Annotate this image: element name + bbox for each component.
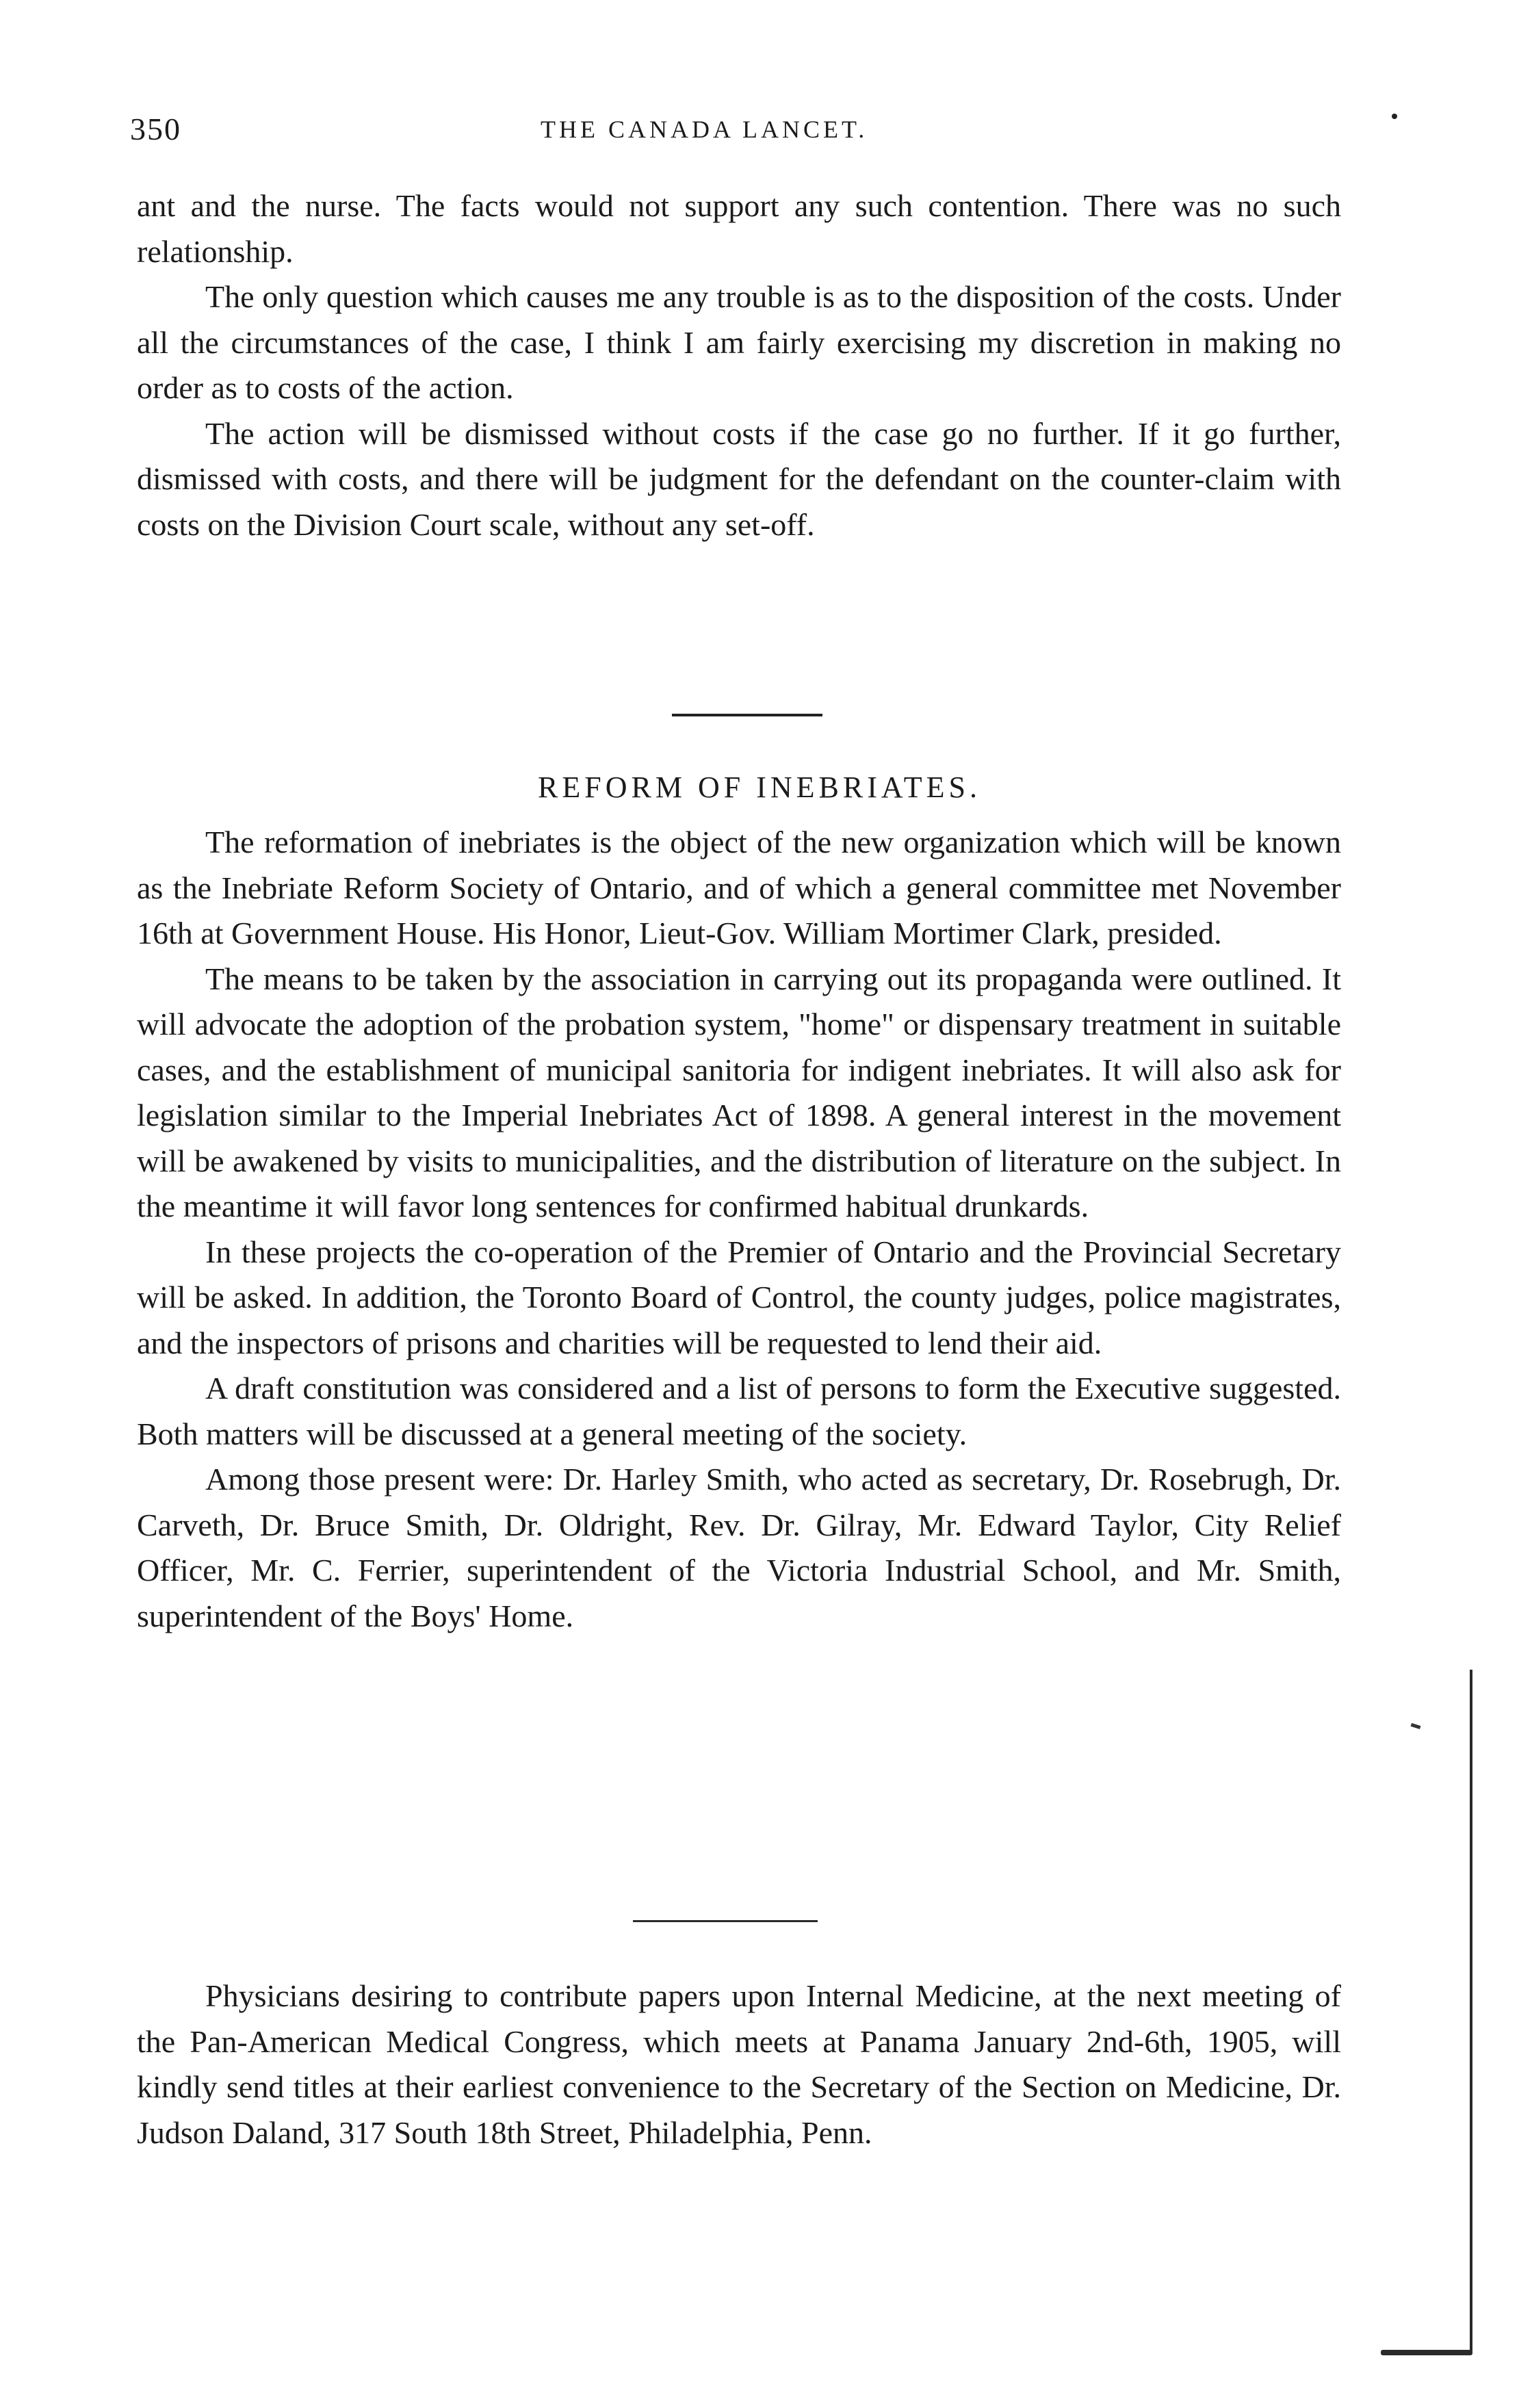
notice-paragraph: Physicians desiring to contribute papers upon Internal Medicine, at the next meeting of the Pan-American Medical Congress, which meets at Panama January 2nd-6th, 1905, will kindly send titles at their earliest convenience to the Secretary of the Section on Medicine, Dr. Judson Daland, 317 South 18th Street, Philadelphia, Penn. bbox=[137, 1978, 1341, 2150]
article-paragraph: Among those present were: Dr. Harley Smith, who acted as secretary, Dr. Rosebrugh, Dr. Carveth, Dr. Bruce Smith, Dr. Oldright, Rev. Dr. Gilray, Mr. Edward Taylor, City Relief Officer, Mr. C. Ferrier, superintendent of the Victoria Industrial School, and Mr. Smith, superintendent of the Boys' Home. bbox=[137, 1462, 1341, 1633]
print-speck bbox=[1392, 114, 1397, 119]
section-heading: REFORM OF INEBRIATES. bbox=[538, 771, 981, 804]
notice-divider bbox=[633, 1920, 818, 1922]
article-paragraph: The reformation of inebriates is the object of the new organization which will be known as the Inebriate Reform Society of Ontario, and of which a general committee met November 16th at Government House. His Honor, Lieut-Gov. William Mortimer Clark, presided. bbox=[137, 825, 1341, 950]
article-paragraph: A draft constitution was considered and a list of persons to form the Executive suggested. Both matters will be discussed at a general meeting of the society. bbox=[137, 1371, 1341, 1451]
journal-title: THE CANADA LANCET. bbox=[541, 116, 868, 143]
article-paragraph: The only question which causes me any trouble is as to the disposition of the costs. Under all the circumstances of the case, I think I am fairly exercising my discretion in making no order as to costs of the action. bbox=[137, 279, 1341, 405]
running-head bbox=[130, 111, 1362, 152]
margin-mark bbox=[1411, 1723, 1421, 1729]
binding-edge-foot bbox=[1381, 2350, 1472, 2355]
continued-article bbox=[137, 183, 1341, 547]
reform-article bbox=[137, 820, 1341, 1639]
congress-notice bbox=[137, 1973, 1341, 2155]
page-number: 350 bbox=[130, 112, 181, 146]
binding-edge-line bbox=[1470, 1670, 1472, 2354]
article-paragraph: In these projects the co-operation of the Premier of Ontario and the Provincial Secretary will be asked. In addition, the Toronto Board of Control, the county judges, police magistrates, and the inspectors of prisons and charities will be requested to lend their aid. bbox=[137, 1234, 1341, 1360]
section-divider bbox=[672, 714, 822, 716]
article-paragraph: The action will be dismissed without costs if the case go no further. If it go further, dismissed with costs, and there will be judgment for the defendant on the counter-claim with costs on the Division Court scale, without any set-off. bbox=[137, 415, 1341, 542]
article-paragraph: ant and the nurse. The facts would not support any such contention. There was no such relationship. bbox=[137, 188, 1341, 269]
article-paragraph: The means to be taken by the association in carrying out its propaganda were outlined. It will advocate the adoption of the probation system, "home" or dispensary treatment in suitable cases, and the establishment of municipal sanitoria for indigent inebriates. It will also ask for legislation similar to the Imperial Inebriates Act of 1898. A general interest in the movement will be awakened by visits to municipalities, and the distribution of literature on the subject. In the meantime it will favor long sentences for confirmed habitual drunkards. bbox=[137, 961, 1341, 1224]
